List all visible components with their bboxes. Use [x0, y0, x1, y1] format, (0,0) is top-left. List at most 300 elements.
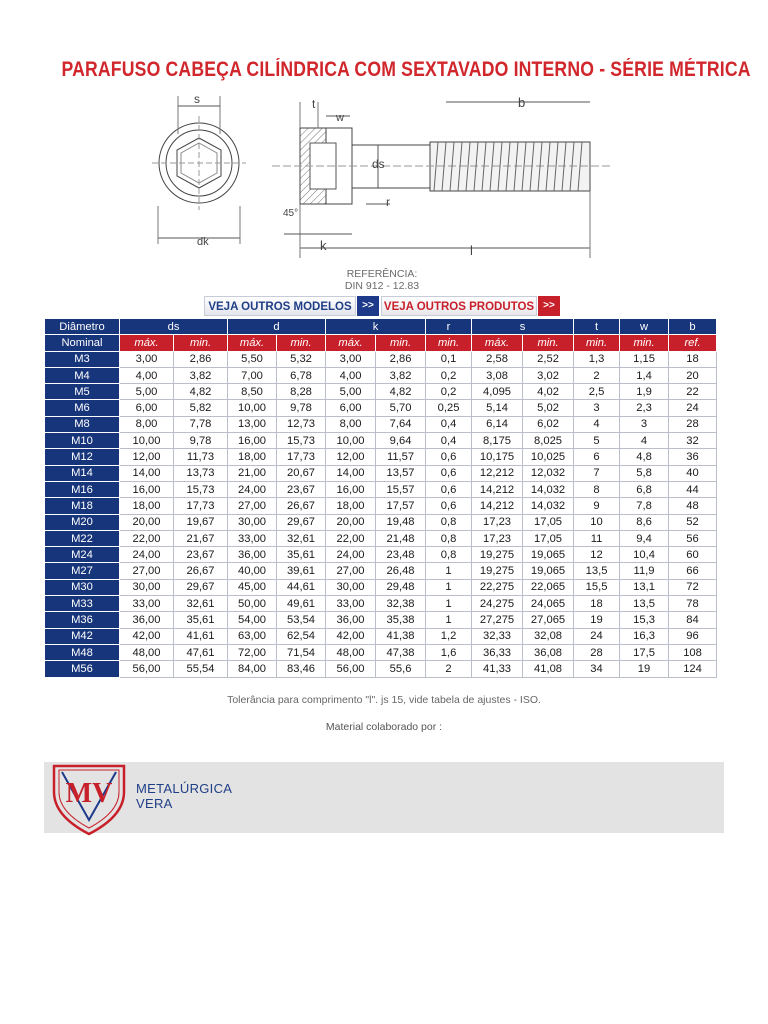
table-cell: 41,61: [174, 628, 228, 644]
table-cell: 56,00: [120, 661, 174, 677]
label-ds: ds: [372, 157, 385, 171]
subheader-cell: min.: [376, 335, 426, 351]
table-cell: 8,175: [472, 433, 523, 449]
col-group-ds: ds: [120, 319, 228, 335]
subheader-cell: min.: [426, 335, 472, 351]
table-cell: 1,3: [574, 351, 620, 367]
company-name-line1: METALÚRGICA: [136, 781, 233, 796]
nominal-size-cell: M4: [45, 367, 120, 383]
table-cell: 13,57: [376, 465, 426, 481]
nominal-size-cell: M12: [45, 449, 120, 465]
table-cell: 8,00: [326, 416, 376, 432]
footer-banner: [44, 762, 724, 833]
subheader-cell: min.: [174, 335, 228, 351]
table-cell: 29,48: [376, 579, 426, 595]
col-group-d: d: [228, 319, 326, 335]
table-cell: 10,00: [326, 433, 376, 449]
table-cell: 11: [574, 530, 620, 546]
table-cell: 2,86: [376, 351, 426, 367]
table-cell: 32,61: [174, 596, 228, 612]
table-cell: 0,4: [426, 416, 472, 432]
table-cell: 63,00: [228, 628, 277, 644]
table-cell: 9,64: [376, 433, 426, 449]
table-cell: 32,61: [277, 530, 326, 546]
table-cell: 2: [426, 661, 472, 677]
table-cell: 15,73: [174, 481, 228, 497]
table-cell: 24: [669, 400, 717, 416]
nominal-size-cell: M5: [45, 384, 120, 400]
nominal-size-cell: M22: [45, 530, 120, 546]
table-cell: 0,4: [426, 433, 472, 449]
nominal-size-cell: M14: [45, 465, 120, 481]
table-cell: 8: [574, 481, 620, 497]
table-cell: 9,78: [174, 433, 228, 449]
table-cell: 55,54: [174, 661, 228, 677]
table-cell: 8,025: [523, 433, 574, 449]
table-row: [45, 384, 717, 400]
table-cell: 30,00: [326, 579, 376, 595]
subheader-cell: min.: [277, 335, 326, 351]
table-row: [45, 367, 717, 383]
col-group-s: s: [472, 319, 574, 335]
table-cell: 9: [574, 498, 620, 514]
table-cell: 19,275: [472, 547, 523, 563]
table-cell: 14,032: [523, 481, 574, 497]
table-cell: 6,14: [472, 416, 523, 432]
label-s: s: [194, 92, 200, 106]
col-group-r: r: [426, 319, 472, 335]
table-cell: 3,02: [523, 367, 574, 383]
table-cell: 40,00: [228, 563, 277, 579]
table-row: [45, 514, 717, 530]
table-cell: 36,00: [228, 547, 277, 563]
table-cell: 9,4: [620, 530, 669, 546]
table-cell: 49,61: [277, 596, 326, 612]
table-cell: 15,57: [376, 481, 426, 497]
table-cell: 5,14: [472, 400, 523, 416]
table-cell: 19,065: [523, 547, 574, 563]
table-cell: 8,28: [277, 384, 326, 400]
table-cell: 5,00: [326, 384, 376, 400]
table-cell: 26,67: [277, 498, 326, 514]
table-cell: 36,00: [326, 612, 376, 628]
other-products-button[interactable]: VEJA OUTROS PRODUTOS: [381, 296, 537, 316]
table-body: [45, 351, 717, 677]
table-cell: 0,1: [426, 351, 472, 367]
table-cell: 2: [574, 367, 620, 383]
table-cell: 26,67: [174, 563, 228, 579]
logo-text: MV: [65, 778, 113, 809]
table-cell: 41,38: [376, 628, 426, 644]
table-cell: 108: [669, 644, 717, 660]
table-cell: 1,15: [620, 351, 669, 367]
table-cell: 10,175: [472, 449, 523, 465]
col-group-b: b: [669, 319, 717, 335]
other-models-button[interactable]: VEJA OUTROS MODELOS: [204, 296, 356, 316]
table-cell: 7,64: [376, 416, 426, 432]
nominal-size-cell: M8: [45, 416, 120, 432]
table-cell: 22,275: [472, 579, 523, 595]
table-cell: 33,00: [120, 596, 174, 612]
table-cell: 42,00: [326, 628, 376, 644]
table-cell: 41,08: [523, 661, 574, 677]
table-row: [45, 596, 717, 612]
table-cell: 47,61: [174, 644, 228, 660]
table-cell: 36,08: [523, 644, 574, 660]
table-cell: 40: [669, 465, 717, 481]
subheader-cell: min.: [620, 335, 669, 351]
table-cell: 19,67: [174, 514, 228, 530]
tolerance-note: Tolerância para comprimento "l". js 15, vide tabela de ajustes - ISO.: [227, 694, 541, 706]
company-name-line2: VERA: [136, 796, 173, 811]
table-cell: 0,6: [426, 481, 472, 497]
table-cell: 8,00: [120, 416, 174, 432]
table-cell: 44,61: [277, 579, 326, 595]
table-cell: 35,61: [277, 547, 326, 563]
table-cell: 48,00: [120, 644, 174, 660]
table-cell: 13,73: [174, 465, 228, 481]
table-cell: 17,23: [472, 514, 523, 530]
table-cell: 48,00: [326, 644, 376, 660]
table-cell: 24,065: [523, 596, 574, 612]
table-cell: 56: [669, 530, 717, 546]
table-cell: 24,00: [326, 547, 376, 563]
company-name: [136, 781, 232, 811]
table-cell: 1,4: [620, 367, 669, 383]
nominal-size-cell: M30: [45, 579, 120, 595]
table-cell: 56,00: [326, 661, 376, 677]
table-cell: 62,54: [277, 628, 326, 644]
subheader-cell: máx.: [120, 335, 174, 351]
other-models-arrow-button[interactable]: >>: [357, 296, 379, 316]
table-cell: 6,8: [620, 481, 669, 497]
table-cell: 2,86: [174, 351, 228, 367]
table-cell: 53,54: [277, 612, 326, 628]
table-cell: 19,065: [523, 563, 574, 579]
table-cell: 11,57: [376, 449, 426, 465]
table-cell: 19: [620, 661, 669, 677]
table-cell: 15,5: [574, 579, 620, 595]
table-row: [45, 612, 717, 628]
table-row: [45, 449, 717, 465]
table-cell: 78: [669, 596, 717, 612]
table-cell: 13,00: [228, 416, 277, 432]
table-cell: 4,00: [120, 367, 174, 383]
table-cell: 3,00: [326, 351, 376, 367]
reference-value: DIN 912 - 12.83: [344, 280, 420, 292]
table-cell: 32,38: [376, 596, 426, 612]
nominal-size-cell: M16: [45, 481, 120, 497]
table-cell: 17,23: [472, 530, 523, 546]
table-cell: 18: [574, 596, 620, 612]
table-cell: 16,00: [228, 433, 277, 449]
table-cell: 11,73: [174, 449, 228, 465]
table-cell: 12,00: [326, 449, 376, 465]
table-cell: 0,6: [426, 465, 472, 481]
collaboration-text: Material colaborado por :: [325, 721, 443, 733]
table-group-header-row: [45, 319, 717, 335]
table-cell: 0,8: [426, 547, 472, 563]
nominal-size-cell: M6: [45, 400, 120, 416]
nominal-size-cell: M20: [45, 514, 120, 530]
table-cell: 10: [574, 514, 620, 530]
table-cell: 5,82: [174, 400, 228, 416]
table-cell: 28: [574, 644, 620, 660]
table-cell: 124: [669, 661, 717, 677]
table-row: [45, 498, 717, 514]
table-cell: 8,6: [620, 514, 669, 530]
table-cell: 12: [574, 547, 620, 563]
table-cell: 55,6: [376, 661, 426, 677]
nominal-size-cell: M56: [45, 661, 120, 677]
table-cell: 48: [669, 498, 717, 514]
col-group-w: w: [620, 319, 669, 335]
table-cell: 1,2: [426, 628, 472, 644]
label-k: k: [320, 238, 327, 253]
table-cell: 14,212: [472, 498, 523, 514]
table-cell: 20,67: [277, 465, 326, 481]
table-row: [45, 530, 717, 546]
table-cell: 54,00: [228, 612, 277, 628]
table-cell: 22: [669, 384, 717, 400]
table-cell: 18,00: [326, 498, 376, 514]
table-cell: 23,48: [376, 547, 426, 563]
table-cell: 8,50: [228, 384, 277, 400]
table-cell: 32,33: [472, 628, 523, 644]
table-cell: 35,38: [376, 612, 426, 628]
label-b: b: [518, 95, 526, 110]
table-cell: 3,08: [472, 367, 523, 383]
table-cell: 12,73: [277, 416, 326, 432]
table-cell: 0,2: [426, 367, 472, 383]
table-cell: 29,67: [174, 579, 228, 595]
label-dk: dk: [197, 236, 209, 248]
reference-label: REFERÊNCIA:: [346, 268, 418, 280]
table-cell: 18: [669, 351, 717, 367]
table-cell: 36: [669, 449, 717, 465]
table-cell: 96: [669, 628, 717, 644]
table-cell: 17,05: [523, 530, 574, 546]
subheader-cell: min.: [574, 335, 620, 351]
table-cell: 20,00: [326, 514, 376, 530]
table-cell: 16,00: [326, 481, 376, 497]
table-cell: 27,00: [120, 563, 174, 579]
table-cell: 6,00: [326, 400, 376, 416]
table-cell: 4,82: [174, 384, 228, 400]
table-cell: 9,78: [277, 400, 326, 416]
table-cell: 5,32: [277, 351, 326, 367]
table-cell: 6,78: [277, 367, 326, 383]
table-cell: 1: [426, 596, 472, 612]
table-cell: 27,00: [326, 563, 376, 579]
table-cell: 60: [669, 547, 717, 563]
screw-end-view: [152, 96, 246, 244]
page-title: PARAFUSO CABEÇA CILÍNDRICA COM SEXTAVADO INTERNO - SÉRIE MÉTRICA: [61, 58, 751, 81]
table-cell: 14,212: [472, 481, 523, 497]
label-angle: 45°: [283, 208, 299, 219]
table-cell: 4: [620, 433, 669, 449]
table-cell: 10,00: [120, 433, 174, 449]
table-cell: 2,5: [574, 384, 620, 400]
table-cell: 19,275: [472, 563, 523, 579]
table-cell: 1,9: [620, 384, 669, 400]
table-cell: 6,02: [523, 416, 574, 432]
table-row: [45, 547, 717, 563]
table-cell: 0,6: [426, 449, 472, 465]
table-cell: 0,8: [426, 530, 472, 546]
table-cell: 15,3: [620, 612, 669, 628]
screw-side-view: [272, 102, 610, 258]
subheader-cell: ref.: [669, 335, 717, 351]
table-cell: 7,00: [228, 367, 277, 383]
table-cell: 34: [574, 661, 620, 677]
table-cell: 27,00: [228, 498, 277, 514]
col-group-k: k: [326, 319, 426, 335]
table-cell: 17,73: [174, 498, 228, 514]
label-l: l: [470, 243, 473, 258]
table-cell: 71,54: [277, 644, 326, 660]
table-row: [45, 433, 717, 449]
table-cell: 21,48: [376, 530, 426, 546]
table-cell: 5,50: [228, 351, 277, 367]
col-group-diameter: Diâmetro: [45, 319, 120, 335]
table-cell: 4,00: [326, 367, 376, 383]
table-cell: 1: [426, 579, 472, 595]
table-cell: 21,00: [228, 465, 277, 481]
table-row: [45, 563, 717, 579]
table-cell: 5,8: [620, 465, 669, 481]
table-cell: 3,00: [120, 351, 174, 367]
nominal-size-cell: M24: [45, 547, 120, 563]
table-cell: 11,9: [620, 563, 669, 579]
table-row: [45, 579, 717, 595]
table-cell: 16,3: [620, 628, 669, 644]
table-cell: 12,032: [523, 465, 574, 481]
table-cell: 12,00: [120, 449, 174, 465]
table-cell: 1: [426, 612, 472, 628]
table-cell: 35,61: [174, 612, 228, 628]
table-cell: 24,275: [472, 596, 523, 612]
nominal-size-cell: M18: [45, 498, 120, 514]
table-cell: 2,58: [472, 351, 523, 367]
other-products-arrow-button[interactable]: >>: [538, 296, 560, 316]
table-cell: 3,82: [174, 367, 228, 383]
table-cell: 23,67: [277, 481, 326, 497]
table-cell: 52: [669, 514, 717, 530]
table-row: [45, 644, 717, 660]
nominal-size-cell: M36: [45, 612, 120, 628]
nominal-size-cell: M27: [45, 563, 120, 579]
nominal-size-cell: M48: [45, 644, 120, 660]
table-row: [45, 628, 717, 644]
table-cell: 20,00: [120, 514, 174, 530]
table-cell: 33,00: [228, 530, 277, 546]
table-cell: 7: [574, 465, 620, 481]
table-cell: 10,00: [228, 400, 277, 416]
table-cell: 2,52: [523, 351, 574, 367]
table-cell: 13,1: [620, 579, 669, 595]
table-cell: 24,00: [120, 547, 174, 563]
table-cell: 66: [669, 563, 717, 579]
table-cell: 21,67: [174, 530, 228, 546]
table-cell: 32: [669, 433, 717, 449]
table-cell: 41,33: [472, 661, 523, 677]
table-cell: 36,33: [472, 644, 523, 660]
subheader-cell: min.: [523, 335, 574, 351]
table-cell: 17,57: [376, 498, 426, 514]
table-row: [45, 351, 717, 367]
table-cell: 18,00: [120, 498, 174, 514]
table-cell: 29,67: [277, 514, 326, 530]
table-row: [45, 416, 717, 432]
table-cell: 1: [426, 563, 472, 579]
table-cell: 27,065: [523, 612, 574, 628]
nominal-size-cell: M42: [45, 628, 120, 644]
table-cell: 22,065: [523, 579, 574, 595]
table-cell: 24,00: [228, 481, 277, 497]
table-cell: 3: [574, 400, 620, 416]
table-cell: 4,8: [620, 449, 669, 465]
table-row: [45, 481, 717, 497]
reference-block: [320, 268, 444, 292]
table-cell: 72: [669, 579, 717, 595]
table-cell: 12,212: [472, 465, 523, 481]
table-cell: 84,00: [228, 661, 277, 677]
table-row: [45, 661, 717, 677]
table-cell: 0,2: [426, 384, 472, 400]
nominal-size-cell: M10: [45, 433, 120, 449]
subheader-cell: máx.: [228, 335, 277, 351]
table-cell: 18,00: [228, 449, 277, 465]
table-cell: 84: [669, 612, 717, 628]
table-cell: 13,5: [620, 596, 669, 612]
table-row: [45, 400, 717, 416]
table-cell: 0,6: [426, 498, 472, 514]
label-r: r: [386, 195, 390, 209]
table-cell: 32,08: [523, 628, 574, 644]
table-cell: 1,6: [426, 644, 472, 660]
table-cell: 6,00: [120, 400, 174, 416]
table-cell: 14,00: [120, 465, 174, 481]
table-cell: 20: [669, 367, 717, 383]
metalurgica-vera-logo: [48, 762, 130, 836]
table-cell: 0,8: [426, 514, 472, 530]
table-cell: 36,00: [120, 612, 174, 628]
table-cell: 30,00: [120, 579, 174, 595]
table-cell: 19: [574, 612, 620, 628]
table-cell: 27,275: [472, 612, 523, 628]
table-cell: 17,5: [620, 644, 669, 660]
table-cell: 0,25: [426, 400, 472, 416]
table-cell: 7,8: [620, 498, 669, 514]
table-cell: 5: [574, 433, 620, 449]
table-cell: 3: [620, 416, 669, 432]
table-cell: 4,82: [376, 384, 426, 400]
subheader-nominal: Nominal: [45, 335, 120, 351]
table-cell: 5,02: [523, 400, 574, 416]
table-cell: 39,61: [277, 563, 326, 579]
table-cell: 50,00: [228, 596, 277, 612]
table-cell: 45,00: [228, 579, 277, 595]
table-cell: 22,00: [326, 530, 376, 546]
table-cell: 5,00: [120, 384, 174, 400]
table-cell: 10,025: [523, 449, 574, 465]
table-cell: 4: [574, 416, 620, 432]
screw-technical-drawing: [150, 88, 620, 266]
table-cell: 15,73: [277, 433, 326, 449]
table-cell: 26,48: [376, 563, 426, 579]
table-cell: 13,5: [574, 563, 620, 579]
